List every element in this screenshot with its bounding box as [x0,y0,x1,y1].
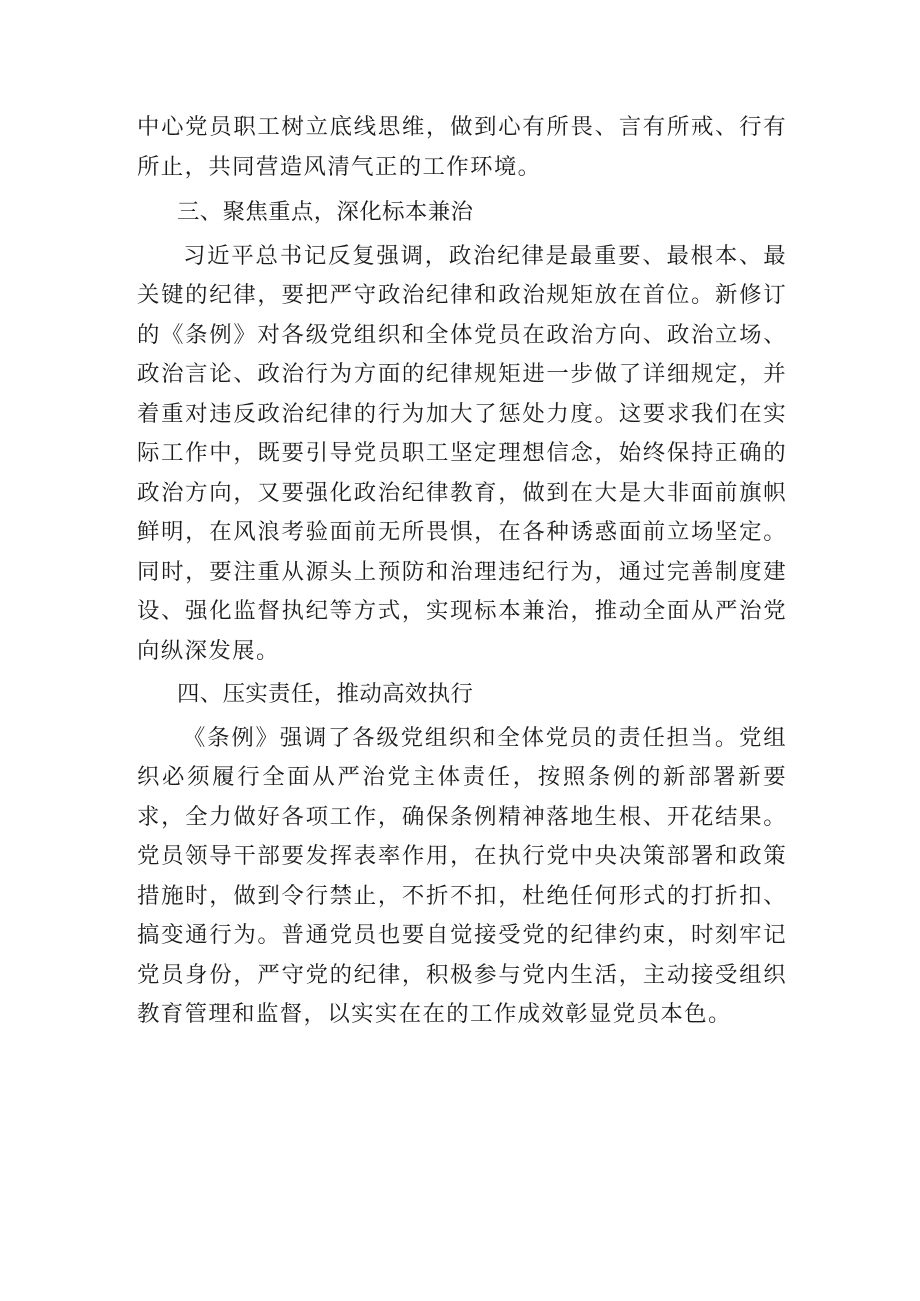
paragraph-continued: 中心党员职工树立底线思维，做到心有所畏、言有所戒、行有所止，共同营造风清气正的工作环境。 [137,114,787,180]
section-heading-three: 三、聚焦重点，深化标本兼治 [177,199,474,225]
paragraph-section-four: 《条例》强调了各级党组织和全体党员的责任担当。党组织必须履行全面从严治党主体责任，按照条例的新部署新要求，全力做好各项工作，确保条例精神落地生根、开花结果。党员领导干部要发挥表率作用，在执行党中央决策部署和政策措施时，做到令行禁止，不折不扣，杜绝任何形式的打折扣、搞变通行为。普通党员也要自觉接受党的纪律约束，时刻牢记党员身份，严守党的纪律，积极参与党内生活，主动接受组织教育管理和监督，以实实在在的工作成效彰显党员本色。 [137,724,787,1027]
paragraph-section-three: 习近平总书记反复强调，政治纪律是最重要、最根本、最关键的纪律，要把严守政治纪律和政治规矩放在首位。新修订的《条例》对各级党组织和全体党员在政治方向、政治立场、政治言论、政治行为方面的纪律规矩进一步做了详细规定，并着重对违反政治纪律的行为加大了惩处力度。这要求我们在实际工作中，既要引导党员职工坚定理想信念，始终保持正确的政治方向，又要强化政治纪律教育，做到在大是大非面前旗帜鲜明，在风浪考验面前无所畏惧，在各种诱惑面前立场坚定。同时，要注重从源头上预防和治理违纪行为，通过完善制度建设、强化监督执纪等方式，实现标本兼治，推动全面从严治党向纵深发展。 [137,242,787,664]
document-body [137,108,787,1035]
section-heading-four: 四、压实责任，推动高效执行 [177,681,474,707]
